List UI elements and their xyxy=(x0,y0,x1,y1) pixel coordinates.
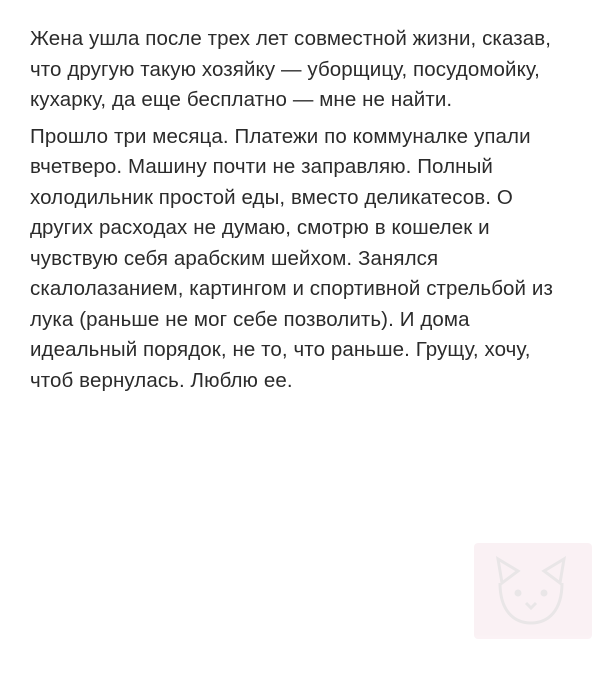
paragraph-2: Прошло три месяца. Платежи по коммуналке упали вчетверо. Машину почти не заправляю. Полный холодильник простой еды, вместо деликатесов. О других расходах не думаю, смотрю в кошелек и чувствую себя арабским шейхом. Занялся скалолазанием, картингом и спортивной стрельбой из лука (раньше не мог себе позволить). И дома идеальный порядок, не то, что раньше. Грущу, хочу, чтоб вернулась. Люблю ее. xyxy=(30,124,553,392)
watermark-background xyxy=(474,543,592,639)
cat-face-icon xyxy=(488,553,578,629)
paragraph-1: Жена ушла после трех лет совместной жизни, сказав, что другую такую хозяйку — уборщицу, посудомойку, кухарку, да еще бесплатно — мне не найти. xyxy=(30,27,552,111)
watermark xyxy=(474,543,592,639)
